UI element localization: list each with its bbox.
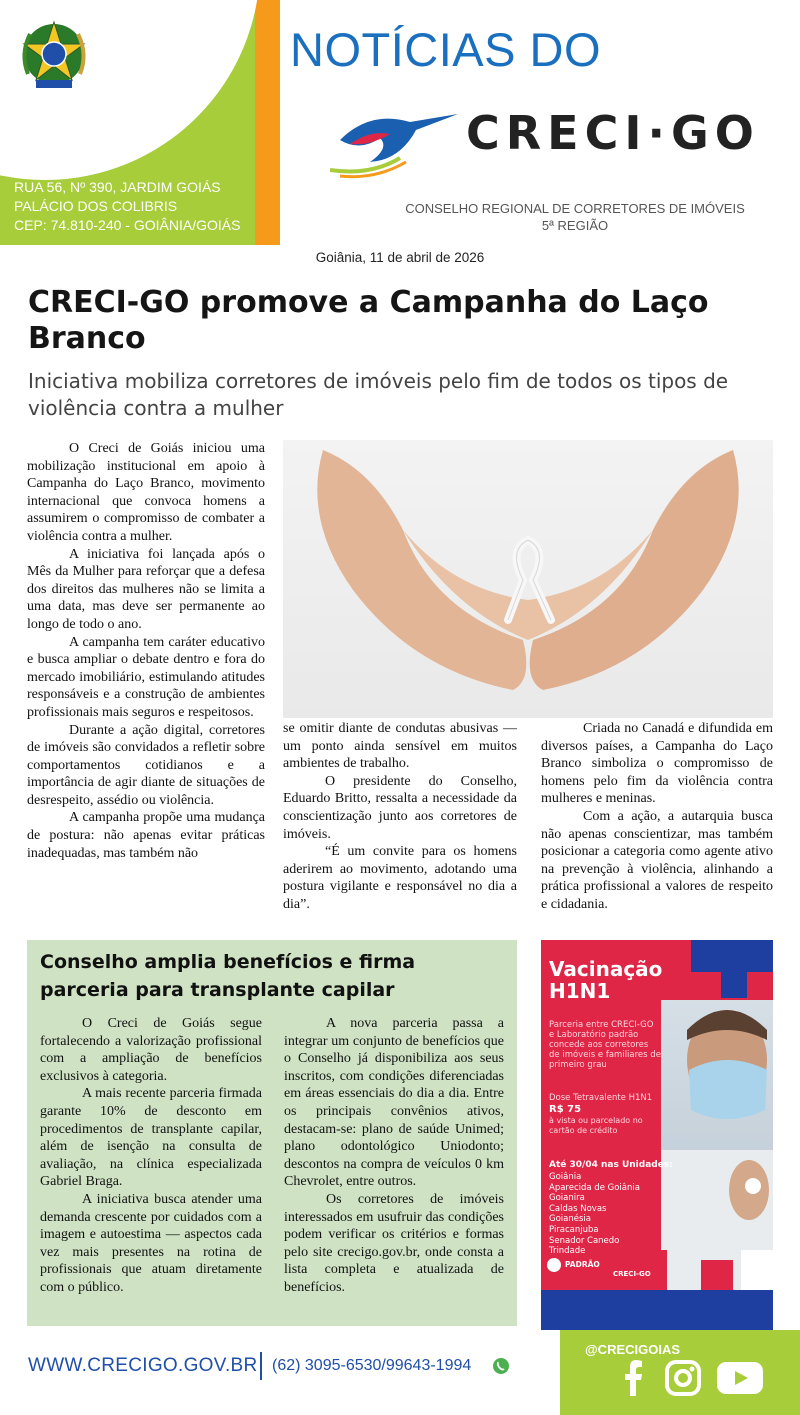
paragraph: A campanha tem caráter educativo e busca ampliar o debate dentro e fora do mercado imobiliário, estimulando atitudes responsáveis e a construção de ambientes profissionais mais seguros e respeitosos. bbox=[27, 634, 265, 720]
vaccination-ad[interactable] bbox=[541, 940, 773, 1330]
benefits-column-1 bbox=[40, 1015, 262, 1297]
ad-unit: Goiânia bbox=[549, 1172, 582, 1182]
ad-payment: à vista ou parcelado no cartão de crédito bbox=[549, 1116, 643, 1135]
whatsapp-icon[interactable] bbox=[492, 1357, 510, 1375]
paragraph: O Creci de Goiás iniciou uma mobilização institucional em apoio à Campanha do Laço Branco, movimento internacional que convoca homens a assumirem o compromisso de combater a violência contra a mulher. bbox=[27, 441, 265, 544]
paragraph: O Creci de Goiás segue fortalecendo a valorização profissional com a ampliação de benefícios exclusivos à categoria. bbox=[40, 1016, 262, 1084]
ad-unit: Trindade bbox=[549, 1246, 586, 1257]
ad-price: R$ 75 bbox=[549, 1104, 582, 1115]
white-ribbon-hands-photo bbox=[283, 440, 773, 718]
ad-title-line-2: H1N1 bbox=[549, 979, 611, 1003]
ad-unit: Goianésia bbox=[549, 1214, 591, 1225]
address-block bbox=[14, 178, 264, 235]
ad-unit: Piracanjuba bbox=[549, 1224, 599, 1235]
youtube-icon[interactable] bbox=[717, 1362, 763, 1394]
address-line-3: CEP: 74.810-240 - GOIÂNIA/GOIÁS bbox=[14, 217, 241, 233]
paragraph: O presidente do Conselho, Eduardo Britto, ressalta a necessidade da conscientização junto aos corretores de imóveis. bbox=[283, 773, 517, 842]
creci-go-logo: CRECI·GO bbox=[466, 106, 760, 160]
footer-divider bbox=[260, 1352, 262, 1380]
paragraph: Os corretores de imóveis interessados em usufruir das condições podem verificar os critérios e formas pelo site crecigo.gov.br, onde consta a lista completa e atualizada de benefícios. bbox=[284, 1191, 504, 1295]
ad-unit: Caldas Novas bbox=[549, 1203, 607, 1214]
article-headline: CRECI-GO promove a Campanha do Laço Branco bbox=[28, 285, 709, 356]
paragraph: A nova parceria passa a integrar um conjunto de benefícios que o Conselho já disponibiliza aos seus inscritos, com condições diferenciadas em áreas essenciais do dia a dia. Entre os principais convênios ativos, destacam-se: plano de saúde Unimed; plano odontológico Uniodonto; descontos na compra de veículos 0 km Chevrolet, entre outros. bbox=[284, 1016, 504, 1190]
hummingbird-logo-icon bbox=[330, 100, 460, 180]
ad-title-line-1: Vacinação bbox=[549, 957, 663, 981]
paragraph: A campanha propõe uma mudança de postura: não apenas evitar práticas inadequadas, mas também não bbox=[27, 810, 265, 861]
ad-dose-label: Dose Tetravalente H1N1 bbox=[549, 1093, 653, 1103]
ad-intro: Parceria entre CRECI-GO e Laboratório padrão concede aos corretores de imóveis e familiares de primeiro grau bbox=[549, 1020, 661, 1070]
benefits-column-2 bbox=[284, 1015, 504, 1297]
article-column-3 bbox=[541, 720, 773, 914]
website-link[interactable]: WWW.CRECIGO.GOV.BR bbox=[28, 1355, 258, 1376]
ad-units-heading: Até 30/04 nas Unidades: bbox=[549, 1160, 673, 1170]
paragraph: “É um convite para os homens aderirem ao movimento, adotando uma postura vigilante e responsável no dia a dia”. bbox=[283, 844, 517, 912]
ad-unit: Goianira bbox=[549, 1193, 585, 1204]
ad-units-list bbox=[549, 1172, 640, 1257]
benefits-title: Conselho amplia benefícios e firma parceria para transplante capilar bbox=[40, 951, 416, 1001]
paragraph: A iniciativa foi lançada após o Mês da Mulher para reforçar que a defesa dos direitos das mulheres não se limita a uma data, mas deve ser permanente ao longo de todo o ano. bbox=[27, 546, 265, 632]
paragraph: se omitir diante de condutas abusivas — um ponto ainda sensível em muitos ambientes de trabalho. bbox=[283, 721, 517, 772]
paragraph: Com a ação, a autarquia busca não apenas conscientizar, mas também posicionar a categoria como agente ativo na prevenção à violência, alinhando a prática profissional a valores de respeito e cidadania. bbox=[541, 808, 773, 912]
facebook-icon[interactable] bbox=[622, 1360, 644, 1396]
ad-unit: Senador Canedo bbox=[549, 1235, 620, 1246]
article-column-1 bbox=[27, 440, 265, 862]
paragraph: A iniciativa busca atender uma demanda crescente por cuidados com a imagem e autoestima — aspectos cada vez mais presentes na rotina de profissionais que atuam diretamente com o público. bbox=[40, 1191, 262, 1295]
phone-number[interactable]: (62) 3095-6530/99643-1994 bbox=[272, 1357, 472, 1374]
council-line-2: 5ª REGIÃO bbox=[541, 218, 609, 233]
newsletter-title: NOTÍCIAS DO bbox=[290, 23, 602, 76]
brazil-coat-of-arms-icon bbox=[14, 14, 94, 94]
ad-creci-logo: CRECI-GO bbox=[613, 1270, 651, 1278]
address-line-1: RUA 56, Nº 390, JARDIM GOIÁS bbox=[14, 179, 221, 195]
article-column-2 bbox=[283, 720, 517, 914]
ad-partner-logo: PADRÃO bbox=[565, 1260, 600, 1269]
ad-unit: Aparecida de Goiânia bbox=[549, 1182, 640, 1193]
paragraph: Durante a ação digital, corretores de imóveis são convidados a refletir sobre comportamentos cotidianos e a importância de agir diante de situações de desrespeito, assédio ou violência. bbox=[27, 722, 265, 808]
ad-title bbox=[549, 958, 662, 1002]
council-name bbox=[380, 200, 770, 234]
council-line-1: CONSELHO REGIONAL DE CORRETORES DE IMÓVEIS bbox=[405, 201, 745, 216]
address-line-2: PALÁCIO DOS COLIBRIS bbox=[14, 198, 178, 214]
paragraph: Criada no Canadá e difundida em diversos países, a Campanha do Laço Branco simboliza o compromisso de homens pelo fim da violência contra mulheres e meninas. bbox=[541, 721, 773, 807]
hands-ribbon-illustration bbox=[283, 440, 773, 718]
article-subheadline: Iniciativa mobiliza corretores de imóveis pelo fim de todos os tipos de violência contra a mulher bbox=[28, 369, 729, 420]
social-handle[interactable]: @CRECIGOIAS bbox=[585, 1342, 681, 1357]
padrao-logo-icon bbox=[547, 1258, 561, 1272]
issue-date: Goiânia, 11 de abril de 2026 bbox=[315, 250, 485, 265]
paragraph: A mais recente parceria firmada garante 10% de desconto em procedimentos de transplante capilar, além de isenção na consulta de avaliação, na clínica especializada Gabriel Braga. bbox=[40, 1086, 262, 1190]
instagram-icon[interactable] bbox=[665, 1360, 701, 1396]
